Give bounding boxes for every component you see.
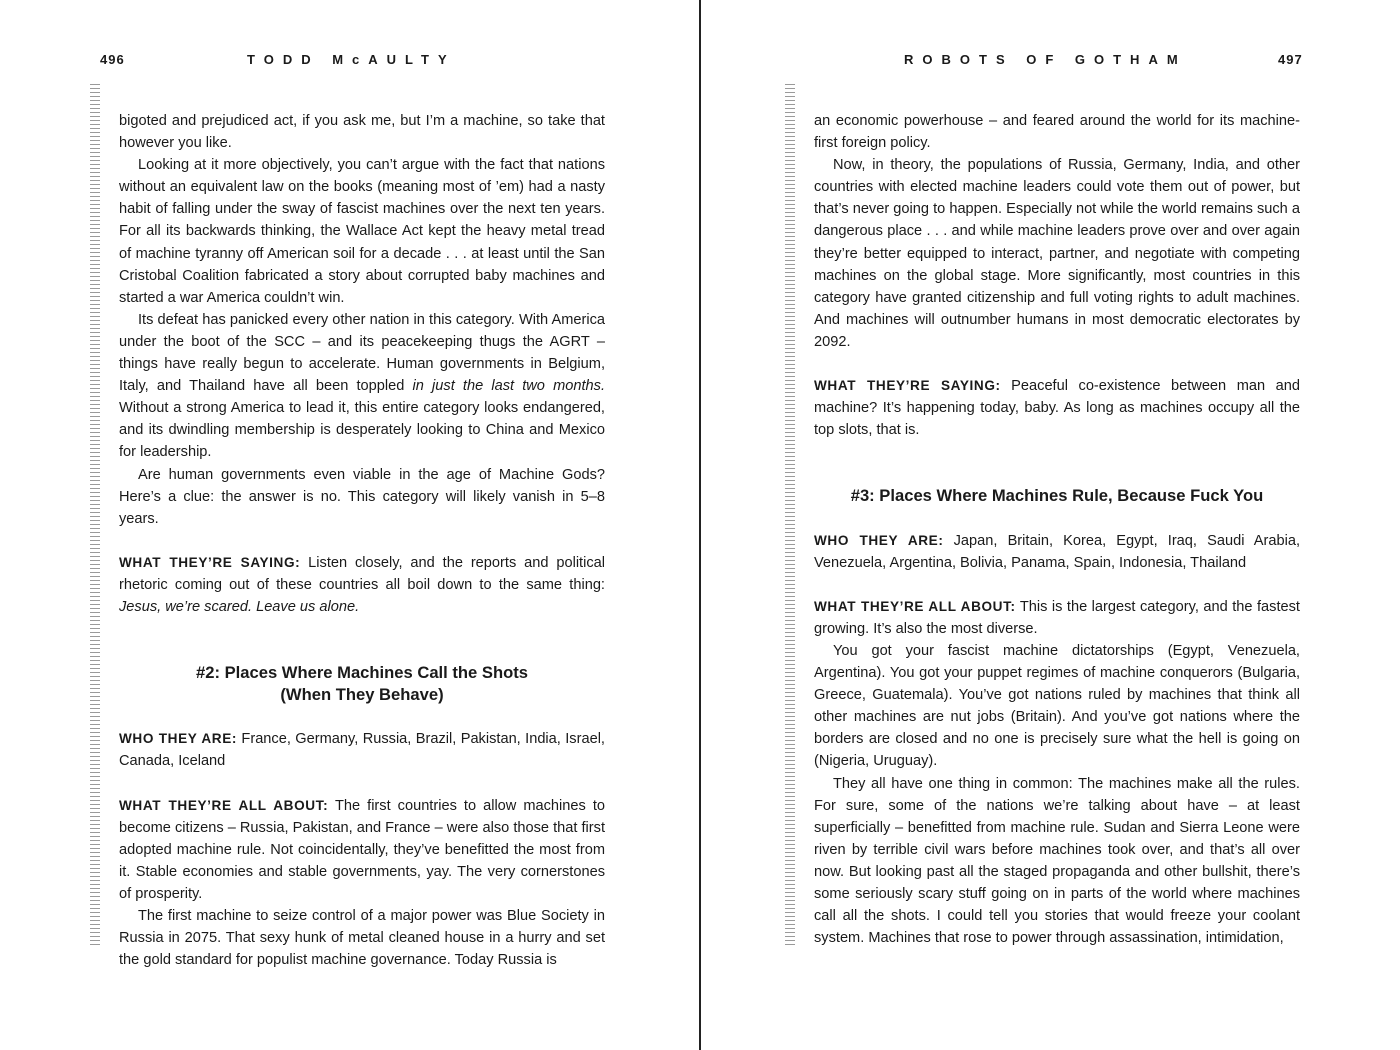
paragraph-text: Listen closely, and the reports and political rhetoric coming out of these countries all boil down to the same thing: — [119, 554, 606, 593]
run-in-label: WHAT THEY’RE ALL ABOUT: — [119, 797, 329, 813]
paragraph: bigoted and prejudiced act, if you ask me, but I’m a machine, so take that however you like. — [119, 113, 605, 152]
run-in-label: WHAT THEY’RE SAYING: — [119, 554, 301, 570]
section-heading-line: #3: Places Where Machines Rule, Because Fuck You — [850, 486, 1264, 506]
paragraph-text: Its defeat has panicked every other nation in this category. With America under the boot of the SCC – and its peacekeeping thugs the AGRT – things have really begun to accelerate. Human governments in Belgium, Italy, and Thailand have all been toppled — [119, 311, 605, 395]
body-text — [814, 110, 1300, 949]
saying-paragraph — [119, 552, 605, 618]
section-heading-line: (When They Behave) — [280, 685, 444, 705]
paragraph: They all have one thing in common: The machines make all the rules. For sure, some of the nations we’re talking about have – at least superficially – benefitted from machine rule. Sudan and Sierra Leone were riven by terrible civil wars before machines took over, and that’s all over now. But looking past all the staged propaganda and other bullshit, there’s some seriously scary stuff going on in parts of the world where machines call all the shots. I could tell you stories that would freeze your coolant system. Machines that rose to power through assassination, intimidation, — [814, 775, 1300, 947]
right-page — [701, 0, 1400, 1050]
section-heading — [814, 485, 1300, 507]
italic-emphasis: in just the last two months. — [412, 378, 605, 395]
who-paragraph — [814, 530, 1300, 574]
run-in-label: WHAT THEY’RE ALL ABOUT: — [814, 598, 1016, 614]
paragraph-text: Japan, Britain, Korea, Egypt, Iraq, Saudi Arabia, Venezuela, Argentina, Bolivia, Panama, Spain, Indonesia, Thailand — [814, 532, 1301, 571]
paragraph: You got your fascist machine dictatorships (Egypt, Venezuela, Argentina). You got your puppet regimes of machine conquerors (Bulgaria, Greece, Guatemala). You’ve got nations ruled by machines that think all other machines are nut jobs (Britain). And you’ve got nations where the borders are closed and no one is precisely sure what the hell is going on (Nigeria, Uruguay). — [814, 642, 1300, 770]
paragraph: an economic powerhouse – and feared around the world for its machine-first foreign policy. — [814, 113, 1300, 152]
run-in-label: WHO THEY ARE: — [119, 731, 238, 747]
run-in-label: WHAT THEY’RE SAYING: — [814, 378, 1001, 394]
body-text — [119, 110, 605, 971]
running-head-title: ROBOTS OF GOTHAM — [904, 52, 1187, 67]
page-number: 496 — [100, 52, 125, 67]
paragraph: Are human governments even viable in the age of Machine Gods? Here’s a clue: the answer is no. This category will likely vanish in 5–8 years. — [119, 466, 605, 527]
section-heading-line: #2: Places Where Machines Call the Shots — [196, 663, 528, 683]
margin-dash-rule — [785, 84, 795, 946]
paragraph: The first machine to seize control of a major power was Blue Society in Russia in 2075. That sexy hunk of metal cleaned house in a hurry and set the gold standard for populist machine governance. Today Russia is — [119, 908, 605, 969]
paragraph-text: This is the largest category, and the fastest growing. It’s also the most diverse. — [814, 598, 1300, 637]
saying-paragraph — [814, 375, 1300, 441]
paragraph: Now, in theory, the populations of Russia, Germany, India, and other countries with elected machine leaders could vote them out of power, but that’s never going to happen. Especially not while the world remains such a dangerous place . . . and while machine leaders prove over and over again they’re better equipped to interact, partner, and negotiate with competing machines on the global stage. More significantly, most countries in this category have granted citizenship and full voting rights to adult machines. And machines will outnumber humans in most democratic electorates by 2092. — [814, 157, 1300, 350]
paragraph-text: Without a strong America to lead it, this entire category looks endangered, and its dwindling membership is desperately looking to China and Mexico for leadership. — [119, 400, 605, 461]
paragraph — [119, 309, 605, 464]
section-heading — [119, 662, 605, 706]
about-paragraph — [814, 596, 1300, 640]
paragraph: Looking at it more objectively, you can’t argue with the fact that nations without an equivalent law on the books (meaning most of ’em) had a nasty habit of falling under the sway of fascist machines over the next ten years. For all its backwards thinking, the Wallace Act kept the heavy metal tread of machine tyranny off American soil for a decade . . . at least until the San Cristobal Coalition fabricated a story about corrupted baby machines and started a war America couldn’t win. — [119, 157, 605, 306]
paragraph-text: France, Germany, Russia, Brazil, Pakistan, India, Israel, Canada, Iceland — [119, 731, 605, 770]
who-paragraph — [119, 728, 605, 772]
running-head-author: TODD McAULTY — [247, 52, 456, 67]
run-in-label: WHO THEY ARE: — [814, 532, 944, 548]
left-page — [0, 0, 699, 1050]
page-number: 497 — [1278, 52, 1303, 67]
italic-emphasis: Jesus, we’re scared. Leave us alone. — [119, 599, 360, 616]
paragraph-text: The first countries to allow machines to become citizens – Russia, Pakistan, and France – were also those that first adopted machine rule. Not coincidentally, they’ve benefitted the most from it. Stable economies and stable governments, yay. The very cornerstones of prosperity. — [119, 797, 606, 902]
paragraph-text: Peaceful co-existence between man and machine? It’s happening today, baby. As long as machines occupy all the top slots, that is. — [814, 378, 1301, 439]
margin-dash-rule — [90, 84, 100, 946]
about-paragraph — [119, 795, 605, 905]
